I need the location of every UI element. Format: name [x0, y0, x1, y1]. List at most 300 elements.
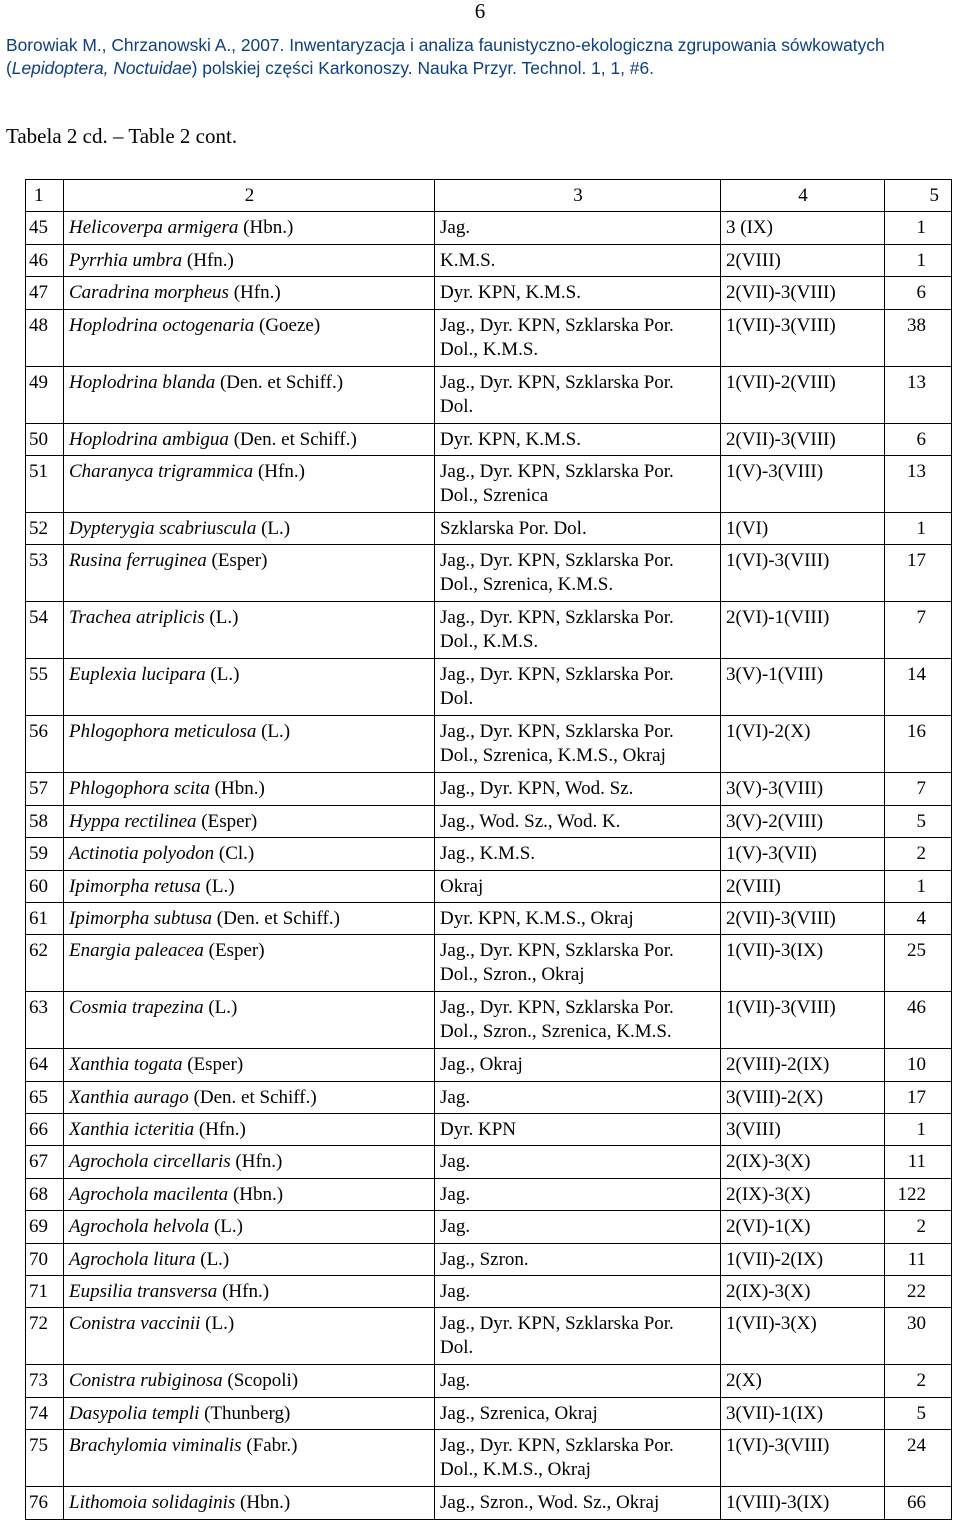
table-row [26, 716, 952, 773]
sites-cell [435, 1081, 721, 1113]
count-cell: 24 [885, 1430, 952, 1487]
count-cell: 10 [885, 1049, 952, 1081]
species-cell [64, 1114, 435, 1146]
count-cell: 5 [885, 1397, 952, 1429]
citation-taxon: Lepidoptera, Noctuidae [11, 58, 192, 78]
species-cell [64, 244, 435, 276]
period-cell: 3(V)-3(VIII) [721, 773, 885, 805]
species-author: (Goeze) [254, 314, 321, 336]
species-name: Agrochola circellaris [69, 1151, 231, 1173]
column-header-5: 5 [885, 180, 952, 212]
count-cell: 4 [885, 902, 952, 934]
species-cell [64, 1146, 435, 1178]
species-cell [64, 1276, 435, 1308]
sites-line-1: Jag., Dyr. KPN, Szklarska Por. [440, 314, 674, 336]
table-row [26, 512, 952, 544]
count-cell: 7 [885, 773, 952, 805]
species-cell [64, 602, 435, 659]
species-cell [64, 805, 435, 837]
table-row [26, 1487, 952, 1519]
species-cell [64, 1178, 435, 1210]
sites-cell [435, 277, 721, 309]
species-cell [64, 366, 435, 423]
period-cell: 1(VII)-3(VIII) [721, 992, 885, 1049]
count-cell: 22 [885, 1276, 952, 1308]
species-name: Phlogophora meticulosa [69, 721, 257, 743]
table-row [26, 212, 952, 244]
count-cell: 25 [885, 935, 952, 992]
species-name: Cosmia trapezina [69, 997, 204, 1019]
row-number: 76 [26, 1487, 64, 1519]
count-cell: 7 [885, 602, 952, 659]
species-name: Phlogophora scita [69, 778, 210, 800]
sites-line-1: Dyr. KPN, K.M.S. [440, 428, 581, 450]
row-number: 71 [26, 1276, 64, 1308]
species-name: Xanthia icteritia [69, 1119, 195, 1141]
sites-line-2: Dol., K.M.S., Okraj [440, 1459, 591, 1481]
count-cell: 16 [885, 716, 952, 773]
row-number: 69 [26, 1211, 64, 1243]
sites-line-2: Dol., Szrenica, K.M.S. [440, 574, 614, 596]
sites-line-1: Jag. [440, 1086, 471, 1108]
table-row [26, 1178, 952, 1210]
count-cell: 122 [885, 1178, 952, 1210]
count-cell: 11 [885, 1243, 952, 1275]
table-row [26, 902, 952, 934]
sites-line-1: Dyr. KPN [440, 1119, 517, 1141]
species-name: Caradrina morpheus [69, 282, 229, 304]
sites-line-2: Dol., Szron., Okraj [440, 964, 585, 986]
species-cell [64, 212, 435, 244]
species-cell [64, 1487, 435, 1519]
species-author: (Hfn.) [217, 1281, 270, 1303]
sites-cell [435, 212, 721, 244]
sites-cell [435, 1487, 721, 1519]
period-cell: 2(VI)-1(X) [721, 1211, 885, 1243]
count-cell: 17 [885, 545, 952, 602]
species-name: Enargia paleacea [69, 940, 204, 962]
table-row [26, 244, 952, 276]
species-name: Actinotia polyodon [69, 843, 215, 865]
species-author: (Fabr.) [241, 1435, 298, 1457]
table-row [26, 1365, 952, 1397]
sites-cell [435, 366, 721, 423]
species-author: (Hfn.) [182, 249, 234, 271]
count-cell: 5 [885, 805, 952, 837]
row-number: 60 [26, 870, 64, 902]
count-cell: 1 [885, 1114, 952, 1146]
count-cell: 13 [885, 366, 952, 423]
citation-open-paren: ( [6, 58, 12, 78]
sites-cell [435, 838, 721, 870]
species-cell [64, 512, 435, 544]
species-author: (Hbn.) [238, 217, 294, 239]
row-number: 67 [26, 1146, 64, 1178]
period-cell: 2(IX)-3(X) [721, 1146, 885, 1178]
sites-cell [435, 1146, 721, 1178]
count-cell: 17 [885, 1081, 952, 1113]
sites-cell [435, 1397, 721, 1429]
species-name: Dasypolia templi [69, 1402, 200, 1424]
period-cell: 2(X) [721, 1365, 885, 1397]
table-caption: Tabela 2 cd. – Table 2 cont. [6, 124, 238, 148]
species-name: Ipimorpha retusa [69, 875, 201, 897]
species-author: (L.) [256, 721, 291, 743]
species-cell [64, 545, 435, 602]
sites-line-1: Jag. [440, 1281, 471, 1303]
citation [6, 34, 956, 80]
table-row [26, 1114, 952, 1146]
period-cell: 1(VIII)-3(IX) [721, 1487, 885, 1519]
species-cell [64, 838, 435, 870]
species-author: (Cl.) [214, 843, 255, 865]
sites-cell [435, 773, 721, 805]
sites-line-2: Dol. [440, 395, 474, 417]
sites-cell [435, 1049, 721, 1081]
table-row [26, 277, 952, 309]
sites-line-1: Jag., Szron. [440, 1248, 529, 1270]
count-cell: 14 [885, 659, 952, 716]
species-name: Ipimorpha subtusa [69, 907, 213, 929]
sites-cell [435, 1114, 721, 1146]
table-row [26, 1308, 952, 1365]
period-cell: 2(VI)-1(VIII) [721, 602, 885, 659]
count-cell: 30 [885, 1308, 952, 1365]
count-cell: 6 [885, 277, 952, 309]
species-author: (L.) [200, 1313, 235, 1335]
species-author: (Den. et Schiff.) [188, 1086, 317, 1108]
period-cell: 1(VI) [721, 512, 885, 544]
row-number: 53 [26, 545, 64, 602]
sites-line-2: Dol., Szron., Szrenica, K.M.S. [440, 1021, 672, 1043]
species-name: Agrochola litura [69, 1248, 196, 1270]
count-cell: 11 [885, 1146, 952, 1178]
species-cell [64, 773, 435, 805]
sites-cell [435, 602, 721, 659]
row-number: 46 [26, 244, 64, 276]
period-cell: 2(VII)-3(VIII) [721, 902, 885, 934]
sites-line-2: Dol., K.M.S. [440, 631, 539, 653]
species-author: (Hbn.) [209, 778, 265, 800]
row-number: 47 [26, 277, 64, 309]
species-author: (Hbn.) [235, 1492, 291, 1514]
species-name: Lithomoia solidaginis [69, 1492, 236, 1514]
count-cell: 66 [885, 1487, 952, 1519]
sites-line-1: Jag., Dyr. KPN, Szklarska Por. [440, 997, 674, 1019]
species-cell [64, 992, 435, 1049]
row-number: 73 [26, 1365, 64, 1397]
species-author: (Den. et Schiff.) [212, 907, 340, 929]
sites-line-2: Dol., K.M.S. [440, 338, 539, 360]
species-cell [64, 455, 435, 512]
species-name: Trachea atriplicis [69, 607, 205, 629]
sites-line-1: Jag., Dyr. KPN, Szklarska Por. [440, 460, 674, 482]
species-name: Hoplodrina blanda [69, 371, 216, 393]
sites-line-1: Jag., Dyr. KPN, Szklarska Por. [440, 940, 674, 962]
row-number: 74 [26, 1397, 64, 1429]
period-cell: 2(VIII) [721, 244, 885, 276]
species-name: Agrochola helvola [69, 1216, 210, 1238]
sites-line-1: Jag. [440, 1216, 471, 1238]
species-name: Helicoverpa armigera [69, 217, 239, 239]
species-author: (Hfn.) [230, 1151, 283, 1173]
period-cell: 2(IX)-3(X) [721, 1276, 885, 1308]
sites-line-1: Jag. [440, 217, 471, 239]
sites-cell [435, 902, 721, 934]
table-row [26, 602, 952, 659]
species-cell [64, 1397, 435, 1429]
sites-line-1: Szklarska Por. Dol. [440, 517, 587, 539]
period-cell: 1(V)-3(VII) [721, 838, 885, 870]
period-cell: 1(VI)-3(VIII) [721, 1430, 885, 1487]
sites-line-1: Jag., Okraj [440, 1054, 523, 1076]
species-author: (Hfn.) [194, 1119, 246, 1141]
species-cell [64, 277, 435, 309]
page-number: 6 [474, 0, 486, 23]
sites-cell [435, 659, 721, 716]
column-header-3: 3 [435, 180, 721, 212]
table-row [26, 992, 952, 1049]
sites-cell [435, 1430, 721, 1487]
row-number: 57 [26, 773, 64, 805]
species-name: Xanthia togata [69, 1054, 183, 1076]
species-table [25, 179, 952, 1520]
table-row [26, 773, 952, 805]
sites-cell [435, 455, 721, 512]
species-author: (Esper) [206, 550, 268, 572]
row-number: 56 [26, 716, 64, 773]
sites-cell [435, 545, 721, 602]
species-name: Conistra rubiginosa [69, 1370, 223, 1392]
sites-cell [435, 1243, 721, 1275]
period-cell: 2(VII)-3(VIII) [721, 423, 885, 455]
species-name: Rusina ferruginea [69, 550, 207, 572]
sites-line-1: Jag. [440, 1151, 471, 1173]
period-cell: 3(VIII) [721, 1114, 885, 1146]
species-author: (L.) [209, 1216, 243, 1238]
row-number: 61 [26, 902, 64, 934]
column-header-4: 4 [721, 180, 885, 212]
column-header-1: 1 [26, 180, 64, 212]
sites-line-2: Dol., Szrenica, K.M.S., Okraj [440, 745, 666, 767]
species-author: (Thunberg) [199, 1402, 291, 1424]
row-number: 58 [26, 805, 64, 837]
species-name: Euplexia lucipara [69, 664, 206, 686]
period-cell: 2(IX)-3(X) [721, 1178, 885, 1210]
period-cell: 1(VI)-3(VIII) [721, 545, 885, 602]
species-author: (Esper) [203, 940, 265, 962]
period-cell: 3(V)-2(VIII) [721, 805, 885, 837]
species-cell [64, 659, 435, 716]
species-name: Conistra vaccinii [69, 1313, 201, 1335]
table-row [26, 1276, 952, 1308]
species-name: Hoplodrina octogenaria [69, 314, 255, 336]
sites-cell [435, 423, 721, 455]
species-cell [64, 716, 435, 773]
species-author: (Den. et Schiff.) [228, 428, 357, 450]
period-cell: 2(VIII) [721, 870, 885, 902]
species-author: (Hbn.) [228, 1183, 284, 1205]
table-row [26, 423, 952, 455]
period-cell: 3(V)-1(VIII) [721, 659, 885, 716]
count-cell: 1 [885, 512, 952, 544]
species-cell [64, 1430, 435, 1487]
sites-line-1: Jag., Dyr. KPN, Szklarska Por. [440, 721, 674, 743]
sites-cell [435, 1211, 721, 1243]
species-author: (Scopoli) [222, 1370, 299, 1392]
species-cell [64, 423, 435, 455]
species-cell [64, 1049, 435, 1081]
sites-line-1: Jag., Dyr. KPN, Szklarska Por. [440, 1435, 674, 1457]
table-row [26, 659, 952, 716]
period-cell: 1(VII)-3(IX) [721, 935, 885, 992]
species-author: (L.) [204, 607, 239, 629]
table-body [26, 212, 952, 1519]
table-row [26, 1081, 952, 1113]
period-cell: 1(VI)-2(X) [721, 716, 885, 773]
sites-line-1: Jag., Wod. Sz., Wod. K. [440, 810, 621, 832]
row-number: 48 [26, 309, 64, 366]
period-cell: 1(VII)-2(VIII) [721, 366, 885, 423]
sites-cell [435, 244, 721, 276]
row-number: 49 [26, 366, 64, 423]
sites-line-1: Jag., K.M.S. [440, 843, 536, 865]
period-cell: 2(VIII)-2(IX) [721, 1049, 885, 1081]
species-author: (L.) [200, 875, 235, 897]
species-cell [64, 309, 435, 366]
table-header-row [26, 180, 952, 212]
row-number: 65 [26, 1081, 64, 1113]
species-author: (Den. et Schiff.) [215, 371, 344, 393]
row-number: 52 [26, 512, 64, 544]
species-author: (L.) [256, 517, 291, 539]
count-cell: 1 [885, 212, 952, 244]
period-cell: 3(VII)-1(IX) [721, 1397, 885, 1429]
period-cell: 3 (IX) [721, 212, 885, 244]
row-number: 63 [26, 992, 64, 1049]
citation-line-1: Borowiak M., Chrzanowski A., 2007. Inwentaryzacja i analiza faunistyczno-ekologiczna zgrupowania sówkowatych [6, 35, 885, 55]
sites-cell [435, 992, 721, 1049]
sites-cell [435, 870, 721, 902]
row-number: 66 [26, 1114, 64, 1146]
count-cell: 38 [885, 309, 952, 366]
period-cell: 1(VII)-3(X) [721, 1308, 885, 1365]
sites-line-1: Dyr. KPN, K.M.S. [440, 282, 581, 304]
species-cell [64, 1308, 435, 1365]
period-cell: 3(VIII)-2(X) [721, 1081, 885, 1113]
species-name: Hyppa rectilinea [69, 810, 197, 832]
count-cell: 13 [885, 455, 952, 512]
sites-cell [435, 1365, 721, 1397]
period-cell: 1(V)-3(VIII) [721, 455, 885, 512]
species-author: (Esper) [182, 1054, 244, 1076]
sites-line-1: Jag. [440, 1370, 471, 1392]
species-author: (L.) [195, 1248, 230, 1270]
citation-line-2 [6, 57, 956, 80]
table-row [26, 1211, 952, 1243]
table-row [26, 1243, 952, 1275]
sites-line-1: Jag. [440, 1183, 471, 1205]
table-row [26, 870, 952, 902]
table-row [26, 545, 952, 602]
species-cell [64, 1243, 435, 1275]
species-name: Eupsilia transversa [69, 1281, 218, 1303]
species-cell [64, 870, 435, 902]
sites-cell [435, 1178, 721, 1210]
column-header-2: 2 [64, 180, 435, 212]
species-name: Hoplodrina ambigua [69, 428, 229, 450]
species-author: (L.) [203, 997, 238, 1019]
row-number: 51 [26, 455, 64, 512]
row-number: 64 [26, 1049, 64, 1081]
sites-line-2: Dol. [440, 1337, 474, 1359]
species-name: Pyrrhia umbra [69, 249, 183, 271]
sites-line-1: Jag., Dyr. KPN, Szklarska Por. [440, 371, 674, 393]
species-name: Dypterygia scabriuscula [69, 517, 257, 539]
table-row [26, 455, 952, 512]
row-number: 45 [26, 212, 64, 244]
citation-rest: ) polskiej części Karkonoszy. Nauka Przyr. Technol. 1, 1, #6. [191, 58, 654, 78]
row-number: 62 [26, 935, 64, 992]
species-name: Agrochola macilenta [69, 1183, 229, 1205]
table-row [26, 935, 952, 992]
sites-line-1: Okraj [440, 875, 484, 897]
count-cell: 2 [885, 838, 952, 870]
sites-line-1: Jag., Szron., Wod. Sz., Okraj [440, 1492, 660, 1514]
table-row [26, 309, 952, 366]
species-cell [64, 1081, 435, 1113]
species-cell [64, 935, 435, 992]
sites-cell [435, 512, 721, 544]
row-number: 68 [26, 1178, 64, 1210]
count-cell: 46 [885, 992, 952, 1049]
table-row [26, 366, 952, 423]
sites-line-1: Jag., Dyr. KPN, Szklarska Por. [440, 607, 674, 629]
sites-line-1: Jag., Szrenica, Okraj [440, 1402, 598, 1424]
sites-line-1: Jag., Dyr. KPN, Szklarska Por. [440, 664, 674, 686]
sites-cell [435, 309, 721, 366]
species-cell [64, 1365, 435, 1397]
row-number: 50 [26, 423, 64, 455]
species-author: (Hfn.) [253, 460, 305, 482]
period-cell: 2(VII)-3(VIII) [721, 277, 885, 309]
table-row [26, 1397, 952, 1429]
period-cell: 1(VII)-3(VIII) [721, 309, 885, 366]
sites-line-1: K.M.S. [440, 249, 496, 271]
sites-line-1: Dyr. KPN, K.M.S., Okraj [440, 907, 634, 929]
count-cell: 6 [885, 423, 952, 455]
period-cell: 1(VII)-2(IX) [721, 1243, 885, 1275]
table-row [26, 1049, 952, 1081]
species-cell [64, 1211, 435, 1243]
species-name: Charanyca trigrammica [69, 460, 254, 482]
sites-cell [435, 716, 721, 773]
sites-line-1: Jag., Dyr. KPN, Wod. Sz. [440, 778, 634, 800]
row-number: 55 [26, 659, 64, 716]
sites-line-1: Jag., Dyr. KPN, Szklarska Por. [440, 550, 674, 572]
sites-cell [435, 805, 721, 837]
species-author: (L.) [205, 664, 240, 686]
species-name: Xanthia aurago [69, 1086, 189, 1108]
species-name: Brachylomia viminalis [69, 1435, 242, 1457]
row-number: 75 [26, 1430, 64, 1487]
table-row [26, 838, 952, 870]
table-row [26, 1146, 952, 1178]
sites-cell [435, 935, 721, 992]
row-number: 54 [26, 602, 64, 659]
count-cell: 1 [885, 870, 952, 902]
count-cell: 1 [885, 244, 952, 276]
